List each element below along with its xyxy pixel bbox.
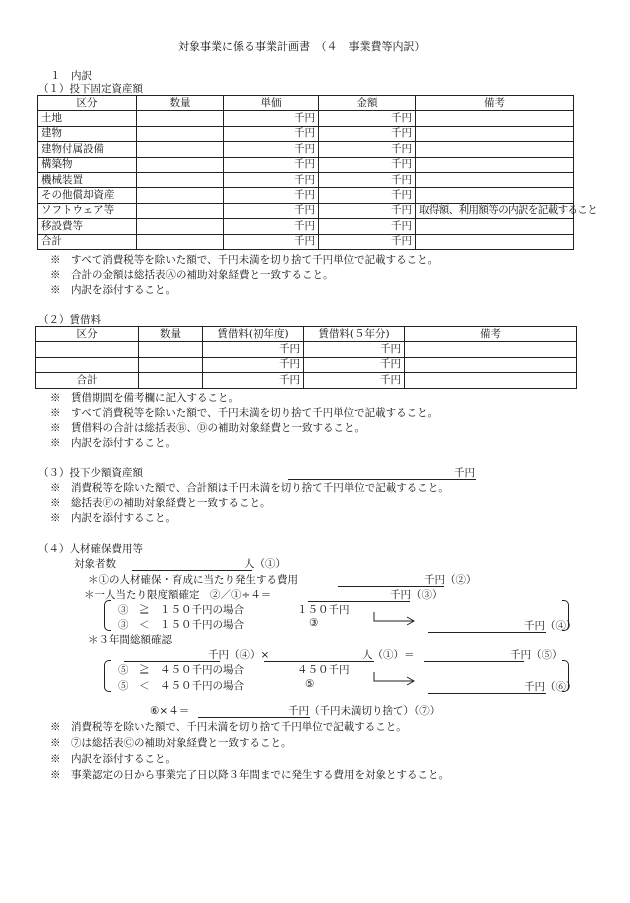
header-first-year: 賃借料(初年度)	[203, 327, 304, 342]
case-value: ③	[309, 617, 319, 629]
table-header-row	[38, 96, 574, 111]
cost-label: ＊①の人材確保・育成に当たり発生する費用	[88, 574, 298, 586]
note: ※ 総括表Ⓕの補助対象経費と一致すること。	[50, 497, 271, 509]
remarks-cell[interactable]	[405, 342, 577, 357]
left-bracket	[104, 660, 111, 692]
unit-price-cell[interactable]: 千円	[224, 111, 319, 126]
header-category: 区分	[38, 96, 137, 111]
quantity-cell[interactable]	[137, 219, 224, 234]
remarks-cell[interactable]	[416, 188, 574, 203]
amount-cell[interactable]: 千円	[319, 172, 416, 187]
header-amount: 金額	[319, 96, 416, 111]
case-line: ⑤ ≧ ４５０千円の場合	[118, 664, 244, 676]
arrow-icon	[374, 671, 416, 687]
amount-cell[interactable]: 千円	[319, 188, 416, 203]
unit-price-cell[interactable]: 千円	[224, 142, 319, 157]
quantity-cell[interactable]	[137, 157, 224, 172]
cost-unit: 千円（②）	[424, 574, 477, 586]
sub3-heading: （３）投下少額資産額	[38, 467, 143, 479]
row-label[interactable]	[36, 357, 139, 372]
lease-table	[35, 326, 577, 389]
table-row	[38, 111, 574, 126]
remarks-cell[interactable]: 取得額、利用額等の内訳を記載すること	[416, 203, 574, 218]
table-header-row	[36, 327, 577, 342]
row-label: 建物	[38, 126, 137, 141]
row-label: 建物付属設備	[38, 142, 137, 157]
note: ※ 内訳を添付すること。	[50, 512, 176, 524]
note: ※ 内訳を添付すること。	[50, 284, 176, 296]
case-value: ⑤	[305, 678, 315, 690]
unit-price-cell[interactable]: 千円	[224, 234, 319, 249]
table-row	[38, 142, 574, 157]
header-remarks: 備考	[416, 96, 574, 111]
target-unit: 人（①）	[244, 558, 286, 570]
table-row	[38, 157, 574, 172]
note: ※ ⑦は総括表Ⓒの補助対象経費と一致すること。	[50, 737, 292, 749]
result-unit: 千円（④）	[524, 620, 577, 632]
quantity-cell[interactable]	[137, 172, 224, 187]
note: ※ 事業認定の日から事業完了日以降３年間までに発生する費用を対象とすること。	[50, 769, 449, 781]
table-row	[38, 219, 574, 234]
five-years-cell[interactable]: 千円	[304, 342, 405, 357]
total-label: ＊３年間総額確認	[88, 634, 172, 646]
note: ※ 賃借期間を備考欄に記入すること。	[50, 392, 239, 404]
first-year-cell[interactable]: 千円	[203, 373, 304, 388]
total-field-3[interactable]	[424, 647, 524, 662]
remarks-cell[interactable]	[416, 111, 574, 126]
case-line: ③ ≧ １５０千円の場合	[118, 604, 244, 616]
case-line: ③ ＜ １５０千円の場合	[118, 619, 244, 631]
row-label: ソフトウェア等	[38, 203, 137, 218]
remarks-cell[interactable]	[416, 234, 574, 249]
header-quantity: 数量	[137, 96, 224, 111]
quantity-cell[interactable]	[137, 188, 224, 203]
note: ※ すべて消費税等を除いた額で、千円未満を切り捨て千円単位で記載すること。	[50, 407, 439, 419]
case-value: ４５０千円	[297, 664, 350, 676]
table-row	[38, 172, 574, 187]
first-year-cell[interactable]: 千円	[203, 342, 304, 357]
quantity-cell[interactable]	[137, 203, 224, 218]
unit-label: 千円	[454, 467, 475, 479]
remarks-cell[interactable]	[416, 126, 574, 141]
amount-cell[interactable]: 千円	[319, 203, 416, 218]
table-row	[36, 357, 577, 372]
table-row	[38, 203, 574, 218]
table-row	[36, 342, 577, 357]
amount-cell[interactable]: 千円	[319, 157, 416, 172]
remarks-cell[interactable]	[405, 357, 577, 372]
row-label: その他償却資産	[38, 188, 137, 203]
header-five-years: 賃借料(５年分)	[304, 327, 405, 342]
quantity-cell[interactable]	[137, 126, 224, 141]
note: ※ 消費税等を除いた額で、千円未満を切り捨て千円単位で記載すること。	[50, 721, 407, 733]
quantity-cell[interactable]	[139, 357, 203, 372]
row-label: 移設費等	[38, 219, 137, 234]
quantity-cell[interactable]	[137, 234, 224, 249]
note: ※ 消費税等を除いた額で、合計額は千円未満を切り捨て千円単位で記載すること。	[50, 482, 449, 494]
quantity-cell[interactable]	[137, 111, 224, 126]
limit-unit: 千円（③）	[390, 589, 443, 601]
unit-price-cell[interactable]: 千円	[224, 188, 319, 203]
table-row	[38, 126, 574, 141]
header-unit-price: 単価	[224, 96, 319, 111]
remarks-cell[interactable]	[416, 219, 574, 234]
row-label: 機械装置	[38, 172, 137, 187]
unit-price-cell[interactable]: 千円	[224, 219, 319, 234]
small-assets-amount-field[interactable]	[288, 465, 476, 480]
note: ※ 賃借料の合計は総括表Ⓑ、Ⓓの補助対象経費と一致すること。	[50, 422, 365, 434]
result-unit: 千円（⑥）	[524, 681, 577, 693]
quantity-cell[interactable]	[139, 342, 203, 357]
header-category: 区分	[36, 327, 139, 342]
document-title: 対象事業に係る事業計画書 （４ 事業費等内訳）	[178, 40, 426, 53]
remarks-cell[interactable]	[405, 373, 577, 388]
row-label: 土地	[38, 111, 137, 126]
left-bracket	[104, 600, 111, 631]
total-field-2[interactable]	[264, 647, 374, 662]
amount-cell[interactable]: 千円	[319, 234, 416, 249]
quantity-cell[interactable]	[139, 373, 203, 388]
total-eq: 千円（⑤）	[510, 649, 563, 661]
total-eq: 千円（④）×	[208, 649, 270, 661]
unit-price-cell[interactable]: 千円	[224, 157, 319, 172]
amount-cell[interactable]: 千円	[319, 219, 416, 234]
amount-cell[interactable]: 千円	[319, 111, 416, 126]
quantity-cell[interactable]	[137, 142, 224, 157]
total-eq: 人（①）＝	[362, 649, 415, 661]
note: ※ 合計の金額は総括表Ⓐの補助対象経費と一致すること。	[50, 269, 334, 281]
five-years-cell[interactable]: 千円	[304, 373, 405, 388]
final-label: ⑥×４＝	[150, 705, 190, 717]
sub2-heading: （２）賃借料	[38, 314, 101, 326]
section-heading: １ 内訳	[50, 70, 92, 82]
table-row	[38, 188, 574, 203]
arrow-icon	[374, 611, 416, 627]
remarks-cell[interactable]	[416, 172, 574, 187]
five-years-cell[interactable]: 千円	[304, 357, 405, 372]
row-label: 合計	[36, 373, 139, 388]
row-label: 構築物	[38, 157, 137, 172]
amount-cell[interactable]: 千円	[319, 126, 416, 141]
note: ※ 内訳を添付すること。	[50, 437, 176, 449]
unit-price-cell[interactable]: 千円	[224, 203, 319, 218]
row-label: 合計	[38, 234, 137, 249]
sub1-heading: （１）投下固定資産額	[38, 83, 143, 95]
case-line: ⑤ ＜ ４５０千円の場合	[118, 680, 244, 692]
first-year-cell[interactable]: 千円	[203, 357, 304, 372]
case-value: １５０千円	[297, 604, 350, 616]
fixed-assets-table	[37, 95, 598, 250]
amount-cell[interactable]: 千円	[319, 142, 416, 157]
row-label[interactable]	[36, 342, 139, 357]
note: ※ 内訳を添付すること。	[50, 753, 176, 765]
target-label: 対象者数	[74, 558, 116, 570]
table-total-row	[38, 234, 574, 249]
total-field-1[interactable]	[124, 647, 220, 662]
unit-price-cell[interactable]: 千円	[224, 172, 319, 187]
target-count-field[interactable]	[132, 556, 252, 571]
remarks-cell[interactable]	[416, 157, 574, 172]
table-total-row	[36, 373, 577, 388]
final-unit: 千円（千円未満切り捨て）（⑦）	[288, 705, 441, 717]
header-remarks: 備考	[405, 327, 577, 342]
note: ※ すべて消費税等を除いた額で、千円未満を切り捨て千円単位で記載すること。	[50, 254, 439, 266]
sub4-heading: （４）人材確保費用等	[38, 543, 143, 555]
header-quantity: 数量	[139, 327, 203, 342]
limit-label: ＊一人当たり限度額確定 ②／①÷４＝	[84, 589, 272, 601]
remarks-cell[interactable]	[416, 142, 574, 157]
unit-price-cell[interactable]: 千円	[224, 126, 319, 141]
